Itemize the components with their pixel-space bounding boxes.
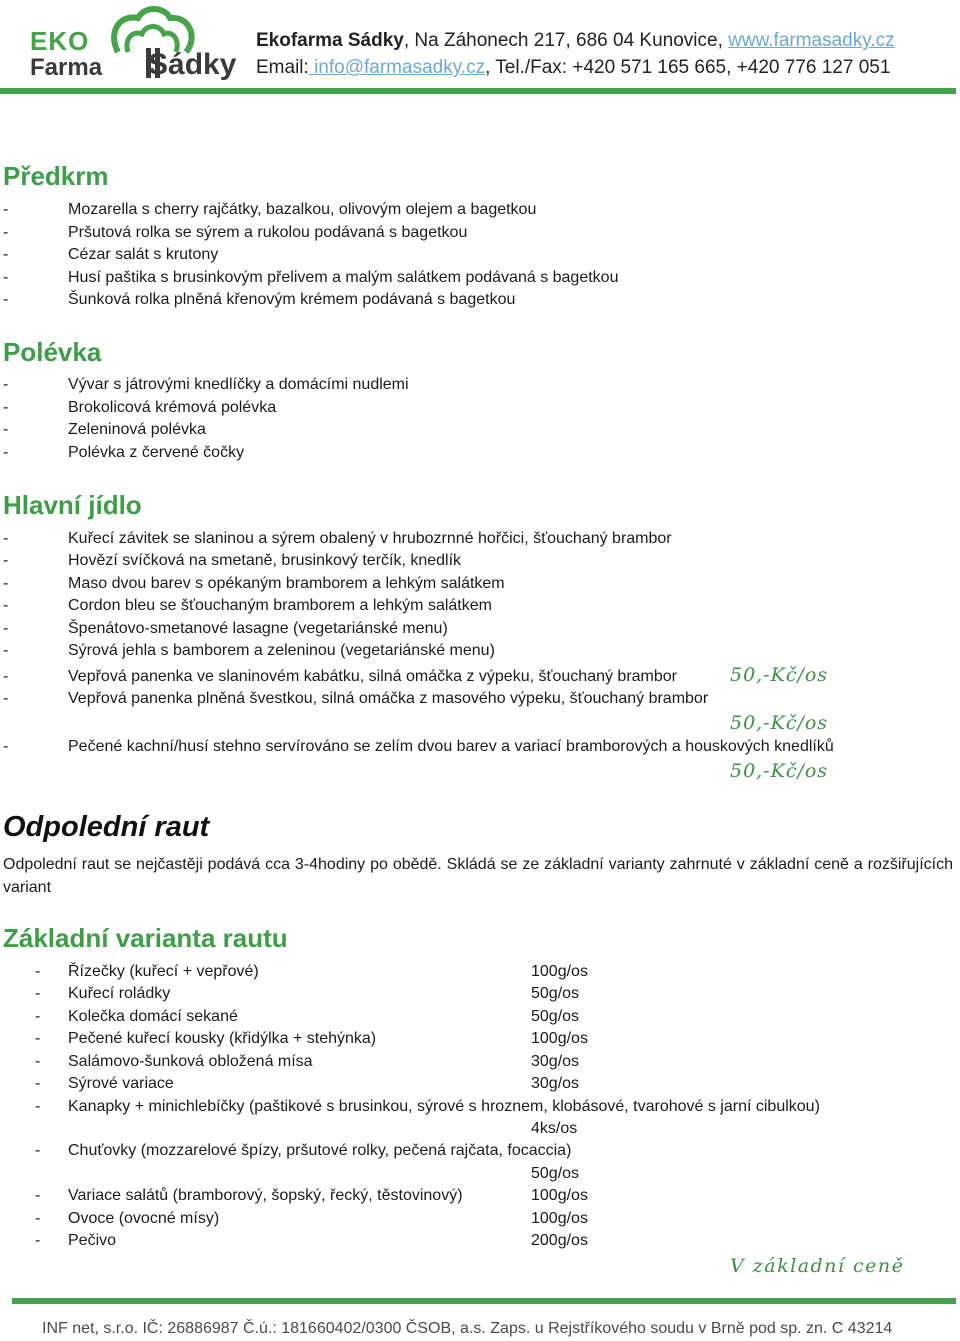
phone-numbers: , Tel./Fax: +420 571 165 665, +420 776 127 051 [485, 57, 891, 78]
base-price-note: V základní ceně [730, 1255, 905, 1277]
raut-item-text: Salámovo-šunková obložená mísa [68, 1053, 313, 1070]
raut-item-text: Pečivo [68, 1232, 117, 1249]
raut-item-qty: 4ks/os [531, 1120, 578, 1137]
raut-item-qty: 100g/os [531, 1210, 588, 1227]
raut-item-text: Pečené kuřecí kousky (křidýlka + stehýnka) [68, 1030, 377, 1047]
bullet-dash: - [3, 668, 9, 685]
bullet-dash: - [35, 1187, 41, 1204]
header-contact-line [256, 57, 890, 79]
section-title-polevka: Polévka [3, 337, 102, 367]
bullet-dash: - [3, 642, 9, 659]
bullet-dash: - [35, 1098, 41, 1115]
bullet-dash: - [3, 246, 9, 263]
bullet-dash: - [3, 738, 9, 755]
section-title-hlavni-jidlo: Hlavní jídlo [3, 490, 142, 520]
bullet-dash: - [3, 399, 9, 416]
menu-item-text: Zeleninová polévka [68, 421, 206, 438]
bullet-dash: - [35, 1053, 41, 1070]
menu-item-text: Hovězí svíčková na smetaně, brusinkový terčík, knedlík [68, 552, 462, 569]
bullet-dash: - [35, 1075, 41, 1092]
bullet-dash: - [3, 552, 9, 569]
bullet-dash: - [3, 201, 9, 218]
bullet-dash: - [3, 224, 9, 241]
menu-item-text: Pečené kachní/husí stehno servírováno se zelím dvou barev a variací bramborových a houskových knedlíků [68, 738, 834, 755]
section-title-zakladni-varianta: Základní varianta rautu [3, 923, 288, 953]
raut-item-text: Kuřecí roládky [68, 985, 171, 1002]
logo-text-farma: Farma [30, 54, 103, 81]
bullet-dash: - [3, 690, 9, 707]
header-divider [0, 88, 956, 94]
raut-item-qty: 100g/os [531, 1187, 588, 1204]
menu-item-text: Husí paštika s brusinkovým přelivem a malým salátkem podávaná s bagetkou [68, 269, 619, 286]
bullet-dash: - [35, 1210, 41, 1227]
section-title-predkrm: Předkrm [3, 161, 109, 191]
company-address: , Na Záhonech 217, 686 04 Kunovice, [403, 30, 729, 51]
price-label: 50,-Kč/os [730, 760, 829, 782]
section-title-odpoledni-raut: Odpolední raut [3, 811, 210, 843]
bullet-dash: - [3, 444, 9, 461]
bullet-dash: - [3, 597, 9, 614]
menu-item-text: Maso dvou barev s opékaným bramborem a lehkým salátkem [68, 575, 505, 592]
menu-item-text: Mozarella s cherry rajčátky, bazalkou, olivovým olejem a bagetkou [68, 201, 537, 218]
price-label: 50,-Kč/os [730, 712, 829, 734]
menu-item-text: Pršutová rolka se sýrem a rukolou podávaná s bagetkou [68, 224, 468, 241]
menu-item-text: Cézar salát s krutony [68, 246, 219, 263]
email-label: Email: [256, 57, 309, 78]
menu-item-text: Vepřová panenka ve slaninovém kabátku, silná omáčka z výpeku, šťouchaný brambor [68, 668, 678, 685]
logo-text-eko: EKO [30, 26, 90, 56]
bullet-dash: - [3, 269, 9, 286]
bullet-dash: - [3, 620, 9, 637]
raut-item-text: Kanapky + minichlebíčky (paštikové s brusinkou, sýrové s hroznem, klobásové, tvarohové s jarní cibulkou) [68, 1098, 820, 1115]
raut-item-text: Variace salátů (bramborový, šopský, řecký, těstovinový) [68, 1187, 463, 1204]
raut-item-qty: 200g/os [531, 1232, 588, 1249]
header-address-line [256, 30, 895, 52]
raut-item-qty: 100g/os [531, 963, 588, 980]
raut-item-text: Sýrové variace [68, 1075, 174, 1092]
raut-item-text: Chuťovky (mozzarelové špízy, pršutové rolky, pečená rajčata, focaccia) [68, 1142, 572, 1159]
menu-item-text: Polévka z červené čočky [68, 444, 245, 461]
menu-item-text: Vepřová panenka plněná švestkou, silná omáčka z masového výpeku, šťouchaný brambor [68, 690, 709, 707]
footer-divider [12, 1298, 956, 1304]
raut-item-text: Ovoce (ovocné mísy) [68, 1210, 220, 1227]
raut-item-qty: 100g/os [531, 1030, 588, 1047]
email-link[interactable]: info@farmasadky.cz [308, 57, 486, 78]
menu-item-text: Sýrová jehla s bamborem a zeleninou (vegetariánské menu) [68, 642, 495, 659]
menu-item-text: Cordon bleu se šťouchaným bramborem a lehkým salátkem [68, 597, 492, 614]
menu-item-text: Šunková rolka plněná křenovým krémem podávaná s bagetkou [68, 291, 516, 308]
company-name: Ekofarma Sádky [256, 30, 404, 51]
menu-item-text: Brokolicová krémová polévka [68, 399, 277, 416]
bullet-dash: - [35, 1030, 41, 1047]
bullet-dash: - [35, 1232, 41, 1249]
bullet-dash: - [35, 1142, 41, 1159]
bullet-dash: - [3, 421, 9, 438]
bullet-dash: - [3, 291, 9, 308]
menu-item-text: Vývar s játrovými knedlíčky a domácími nudlemi [68, 376, 409, 393]
footer-company-info: INF net, s.r.o. IČ: 26886987 Č.ú.: 181660402/0300 ČSOB, a.s. Zaps. u Rejstříkového soudu v Brně pod sp. zn. C 43214 [42, 1320, 893, 1337]
bullet-dash: - [35, 985, 41, 1002]
bullet-dash: - [35, 1008, 41, 1025]
bullet-dash: - [3, 575, 9, 592]
company-logo [28, 4, 248, 84]
bullet-dash: - [3, 376, 9, 393]
price-label: 50,-Kč/os [730, 664, 829, 686]
letterhead [0, 0, 960, 100]
raut-item-qty: 50g/os [531, 985, 580, 1002]
bullet-dash: - [3, 530, 9, 547]
raut-item-qty: 50g/os [531, 1008, 580, 1025]
raut-item-qty: 30g/os [531, 1053, 580, 1070]
raut-item-qty: 30g/os [531, 1075, 580, 1092]
bullet-dash: - [35, 963, 41, 980]
raut-item-text: Řízečky (kuřecí + vepřové) [68, 963, 259, 980]
menu-item-text: Špenátovo-smetanové lasagne (vegetariánské menu) [68, 620, 448, 637]
website-link[interactable]: www.farmasadky.cz [728, 30, 895, 51]
menu-item-text: Kuřecí závitek se slaninou a sýrem obalený v hrubozrnné hořčici, šťouchaný brambor [68, 530, 672, 547]
logo-text-sadky: Sádky [148, 48, 237, 81]
raut-description: Odpolední raut se nejčastěji podává cca 3-4hodiny po obědě. Skládá se ze základní varianty zahrnuté v základní ceně a rozšiřujících variant [3, 856, 953, 896]
raut-item-text: Kolečka domácí sekané [68, 1008, 238, 1025]
raut-item-qty: 50g/os [531, 1165, 580, 1182]
